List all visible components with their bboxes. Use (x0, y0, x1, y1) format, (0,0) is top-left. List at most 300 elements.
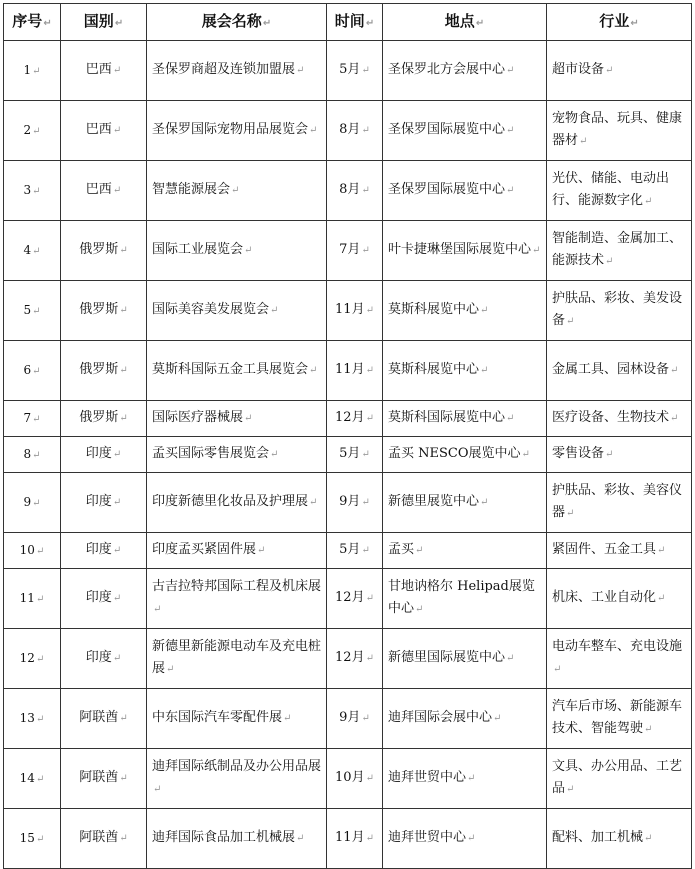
cell-country (61, 101, 147, 161)
cell-no-text: 5 (23, 302, 32, 317)
cell-industry (547, 473, 692, 533)
table-row (4, 809, 692, 869)
cell-no (4, 569, 61, 629)
cell-exhibition-name (147, 809, 327, 869)
cell-time-text: 11月 (335, 302, 365, 317)
cell-exhibition-name (147, 41, 327, 101)
return-mark-icon: ↵ (415, 545, 424, 556)
return-mark-icon: ↵ (605, 256, 614, 267)
return-mark-icon: ↵ (32, 185, 41, 197)
cell-no-text: 4 (23, 242, 32, 257)
return-mark-icon: ↵ (32, 449, 41, 461)
return-mark-icon: ↵ (112, 497, 122, 508)
cell-place-text: 新德里国际展览中心 (388, 650, 506, 665)
return-mark-icon: ↵ (566, 784, 575, 795)
cell-exhibition-name (147, 161, 327, 221)
return-mark-icon: ↵ (566, 508, 575, 519)
return-mark-icon: ↵ (112, 449, 122, 460)
return-mark-icon: ↵ (119, 413, 128, 424)
cell-place-text: 迪拜世贸中心 (388, 770, 467, 785)
table-row (4, 749, 692, 809)
cell-time (327, 809, 383, 869)
cell-country (61, 401, 147, 437)
cell-no (4, 629, 61, 689)
cell-country-text: 阿联酋 (79, 710, 119, 725)
cell-industry (547, 401, 692, 437)
table-row (4, 437, 692, 473)
cell-no (4, 473, 61, 533)
return-mark-icon: ↵ (43, 17, 52, 29)
cell-industry (547, 281, 692, 341)
cell-place (383, 281, 547, 341)
cell-country (61, 533, 147, 569)
cell-industry-text: 文具、办公用品、工艺品 (552, 759, 683, 796)
return-mark-icon: ↵ (112, 653, 122, 664)
cell-country (61, 689, 147, 749)
return-mark-icon: ↵ (365, 833, 374, 844)
cell-time-text: 5月 (339, 542, 361, 557)
cell-industry-text: 智能制造、金属加工、能源技术 (552, 231, 683, 268)
cell-country-text: 印度 (85, 650, 112, 665)
return-mark-icon: ↵ (309, 365, 318, 376)
cell-no (4, 689, 61, 749)
return-mark-icon: ↵ (35, 545, 45, 557)
cell-place (383, 749, 547, 809)
cell-exhibition-name-text: 新德里新能源电动车及充电桩展 (152, 639, 322, 676)
cell-industry-text: 护肤品、彩妆、美发设备 (552, 291, 683, 328)
return-mark-icon: ↵ (657, 593, 666, 604)
cell-country-text: 俄罗斯 (79, 362, 119, 377)
cell-industry-text: 宠物食品、玩具、健康器材 (552, 111, 683, 148)
cell-exhibition-name-text: 圣保罗国际宠物用品展览会 (152, 122, 309, 137)
cell-industry (547, 749, 692, 809)
cell-country-text: 印度 (85, 494, 112, 509)
cell-exhibition-name-text: 印度孟买紧固件展 (152, 542, 257, 557)
table-row (4, 281, 692, 341)
cell-time (327, 569, 383, 629)
cell-industry (547, 341, 692, 401)
return-mark-icon: ↵ (32, 365, 41, 377)
return-mark-icon: ↵ (32, 65, 41, 77)
return-mark-icon: ↵ (361, 497, 370, 508)
cell-time-text: 7月 (339, 242, 361, 257)
cell-place-text: 孟买 (388, 542, 415, 557)
cell-no (4, 221, 61, 281)
cell-country (61, 809, 147, 869)
return-mark-icon: ↵ (35, 713, 45, 725)
cell-place (383, 689, 547, 749)
cell-exhibition-name-text: 迪拜国际纸制品及办公用品展 (152, 759, 322, 774)
return-mark-icon: ↵ (361, 185, 370, 196)
cell-industry (547, 809, 692, 869)
return-mark-icon: ↵ (657, 545, 666, 556)
table-row (4, 161, 692, 221)
cell-exhibition-name-text: 国际工业展览会 (152, 242, 244, 257)
return-mark-icon: ↵ (112, 185, 122, 196)
table-row (4, 221, 692, 281)
cell-country (61, 749, 147, 809)
cell-country-text: 巴西 (85, 62, 112, 77)
return-mark-icon: ↵ (361, 65, 370, 76)
cell-exhibition-name (147, 401, 327, 437)
cell-exhibition-name (147, 221, 327, 281)
cell-industry-text: 超市设备 (552, 62, 605, 77)
return-mark-icon: ↵ (365, 17, 375, 29)
cell-no-text: 11 (19, 590, 35, 605)
cell-no (4, 161, 61, 221)
return-mark-icon: ↵ (309, 125, 318, 136)
return-mark-icon: ↵ (119, 305, 128, 316)
return-mark-icon: ↵ (480, 497, 489, 508)
return-mark-icon: ↵ (365, 593, 374, 604)
cell-industry-text: 零售设备 (552, 446, 605, 461)
return-mark-icon: ↵ (480, 305, 489, 316)
cell-time-text: 5月 (339, 62, 361, 77)
cell-time (327, 437, 383, 473)
return-mark-icon: ↵ (119, 713, 128, 724)
cell-time-text: 11月 (335, 830, 365, 845)
cell-industry-text: 光伏、储能、电动出行、能源数字化 (552, 171, 670, 208)
cell-place-text: 莫斯科国际展览中心 (388, 410, 506, 425)
return-mark-icon: ↵ (257, 545, 266, 556)
cell-place-text: 迪拜世贸中心 (388, 830, 467, 845)
cell-place (383, 809, 547, 869)
return-mark-icon: ↵ (361, 545, 370, 556)
table-body (4, 41, 692, 869)
cell-place (383, 101, 547, 161)
return-mark-icon: ↵ (270, 449, 279, 460)
return-mark-icon: ↵ (630, 17, 639, 29)
cell-industry-text: 汽车后市场、新能源车技术、智能驾驶 (552, 699, 683, 736)
cell-no (4, 533, 61, 569)
cell-country-text: 巴西 (85, 122, 112, 137)
cell-no-text: 13 (19, 710, 35, 725)
cell-no (4, 809, 61, 869)
cell-time (327, 161, 383, 221)
cell-exhibition-name-text: 国际医疗器械展 (152, 410, 244, 425)
cell-exhibition-name-text: 智慧能源展会 (152, 182, 231, 197)
return-mark-icon: ↵ (521, 449, 530, 460)
cell-exhibition-name (147, 281, 327, 341)
cell-country-text: 巴西 (85, 182, 112, 197)
cell-time-text: 5月 (339, 446, 361, 461)
cell-no (4, 281, 61, 341)
return-mark-icon: ↵ (32, 245, 41, 257)
header-country: 国别↵ (61, 4, 147, 41)
return-mark-icon: ↵ (244, 245, 253, 256)
cell-no (4, 437, 61, 473)
header-row (4, 4, 692, 41)
cell-country-text: 阿联酋 (79, 770, 119, 785)
return-mark-icon: ↵ (112, 125, 122, 136)
return-mark-icon: ↵ (119, 833, 128, 844)
cell-industry (547, 533, 692, 569)
return-mark-icon: ↵ (361, 125, 370, 136)
cell-industry-text: 机床、工业自动化 (552, 590, 657, 605)
return-mark-icon: ↵ (644, 833, 653, 844)
cell-country (61, 437, 147, 473)
table-row (4, 689, 692, 749)
cell-place (383, 161, 547, 221)
return-mark-icon: ↵ (296, 65, 305, 76)
cell-no-text: 8 (23, 446, 32, 461)
cell-exhibition-name-text: 圣保罗商超及连锁加盟展 (152, 62, 296, 77)
cell-time (327, 101, 383, 161)
cell-industry-text: 配料、加工机械 (552, 830, 644, 845)
return-mark-icon: ↵ (553, 664, 562, 675)
cell-no (4, 101, 61, 161)
return-mark-icon: ↵ (670, 413, 679, 424)
cell-industry-text: 医疗设备、生物技术 (552, 410, 670, 425)
cell-no-text: 15 (19, 830, 35, 845)
return-mark-icon: ↵ (35, 593, 45, 605)
table-row (4, 401, 692, 437)
cell-no (4, 749, 61, 809)
return-mark-icon: ↵ (231, 185, 240, 196)
cell-industry (547, 101, 692, 161)
return-mark-icon: ↵ (493, 713, 502, 724)
cell-place (383, 473, 547, 533)
cell-exhibition-name (147, 101, 327, 161)
return-mark-icon: ↵ (35, 773, 45, 785)
return-mark-icon: ↵ (119, 365, 128, 376)
cell-time (327, 41, 383, 101)
return-mark-icon: ↵ (506, 125, 515, 136)
cell-time-text: 10月 (335, 770, 365, 785)
cell-time (327, 221, 383, 281)
cell-time-text: 8月 (339, 122, 361, 137)
cell-time (327, 473, 383, 533)
table-row (4, 629, 692, 689)
cell-no-text: 9 (23, 494, 32, 509)
cell-no-text: 3 (23, 182, 32, 197)
return-mark-icon: ↵ (296, 833, 305, 844)
cell-no-text: 12 (19, 650, 35, 665)
cell-exhibition-name-text: 中东国际汽车零配件展 (152, 710, 283, 725)
table-row (4, 569, 692, 629)
return-mark-icon: ↵ (605, 449, 614, 460)
return-mark-icon: ↵ (153, 604, 162, 615)
return-mark-icon: ↵ (119, 773, 128, 784)
cell-no-text: 6 (23, 362, 32, 377)
cell-place-text: 莫斯科展览中心 (388, 302, 480, 317)
cell-country-text: 印度 (85, 590, 112, 605)
return-mark-icon: ↵ (365, 413, 374, 424)
return-mark-icon: ↵ (670, 365, 679, 376)
cell-country (61, 569, 147, 629)
cell-exhibition-name (147, 341, 327, 401)
cell-industry (547, 161, 692, 221)
return-mark-icon: ↵ (119, 245, 128, 256)
cell-time-text: 12月 (335, 590, 365, 605)
cell-time-text: 8月 (339, 182, 361, 197)
cell-exhibition-name-text: 国际美容美发展览会 (152, 302, 270, 317)
cell-exhibition-name (147, 569, 327, 629)
cell-time-text: 11月 (335, 362, 365, 377)
cell-place (383, 437, 547, 473)
cell-industry (547, 41, 692, 101)
cell-place-text: 圣保罗国际展览中心 (388, 182, 506, 197)
return-mark-icon: ↵ (415, 604, 424, 615)
cell-place (383, 533, 547, 569)
cell-no (4, 41, 61, 101)
cell-place (383, 341, 547, 401)
cell-country (61, 161, 147, 221)
cell-industry-text: 金属工具、园林设备 (552, 362, 670, 377)
cell-no-text: 1 (23, 62, 32, 77)
return-mark-icon: ↵ (532, 245, 541, 256)
return-mark-icon: ↵ (361, 245, 370, 256)
cell-exhibition-name-text: 莫斯科国际五金工具展览会 (152, 362, 309, 377)
return-mark-icon: ↵ (166, 664, 175, 675)
cell-place (383, 41, 547, 101)
cell-place-text: 孟买 NESCO展览中心 (388, 446, 521, 461)
return-mark-icon: ↵ (506, 65, 515, 76)
cell-country-text: 俄罗斯 (79, 302, 119, 317)
cell-exhibition-name (147, 437, 327, 473)
return-mark-icon: ↵ (605, 65, 614, 76)
return-mark-icon: ↵ (112, 65, 122, 76)
cell-country-text: 俄罗斯 (79, 242, 119, 257)
return-mark-icon: ↵ (244, 413, 253, 424)
cell-time (327, 281, 383, 341)
cell-country (61, 41, 147, 101)
cell-place (383, 569, 547, 629)
return-mark-icon: ↵ (475, 17, 485, 29)
return-mark-icon: ↵ (153, 784, 162, 795)
return-mark-icon: ↵ (283, 713, 292, 724)
cell-no-text: 7 (23, 410, 32, 425)
header-name: 展会名称↵ (147, 4, 327, 41)
header-place: 地点↵ (383, 4, 547, 41)
table-row (4, 101, 692, 161)
cell-time (327, 341, 383, 401)
cell-place (383, 221, 547, 281)
return-mark-icon: ↵ (566, 316, 575, 327)
exhibition-table (3, 3, 692, 869)
cell-country-text: 阿联酋 (79, 830, 119, 845)
table-row (4, 533, 692, 569)
cell-exhibition-name-text: 古吉拉特邦国际工程及机床展 (152, 579, 322, 594)
cell-industry (547, 221, 692, 281)
cell-place-text: 叶卡捷琳堡国际展览中心 (388, 242, 532, 257)
return-mark-icon: ↵ (365, 305, 374, 316)
cell-exhibition-name (147, 629, 327, 689)
cell-industry (547, 629, 692, 689)
cell-country (61, 281, 147, 341)
cell-time (327, 689, 383, 749)
cell-country-text: 俄罗斯 (79, 410, 119, 425)
header-time: 时间↵ (327, 4, 383, 41)
cell-exhibition-name-text: 迪拜国际食品加工机械展 (152, 830, 296, 845)
cell-no (4, 341, 61, 401)
return-mark-icon: ↵ (506, 413, 515, 424)
cell-country-text: 印度 (85, 446, 112, 461)
cell-exhibition-name (147, 473, 327, 533)
return-mark-icon: ↵ (480, 365, 489, 376)
cell-exhibition-name (147, 689, 327, 749)
cell-time-text: 9月 (339, 710, 361, 725)
cell-time (327, 401, 383, 437)
cell-place (383, 401, 547, 437)
table-row (4, 341, 692, 401)
cell-place-text: 甘地讷格尔 Helipad展览中心 (388, 579, 535, 616)
return-mark-icon: ↵ (506, 185, 515, 196)
cell-time-text: 12月 (335, 650, 365, 665)
cell-place-text: 新德里展览中心 (388, 494, 480, 509)
cell-no (4, 401, 61, 437)
return-mark-icon: ↵ (32, 125, 41, 137)
cell-no-text: 2 (23, 122, 32, 137)
return-mark-icon: ↵ (365, 365, 374, 376)
cell-industry (547, 689, 692, 749)
cell-country (61, 221, 147, 281)
cell-time (327, 629, 383, 689)
return-mark-icon: ↵ (114, 17, 124, 29)
cell-exhibition-name (147, 533, 327, 569)
table-row (4, 41, 692, 101)
return-mark-icon: ↵ (32, 497, 41, 509)
return-mark-icon: ↵ (361, 449, 370, 460)
return-mark-icon: ↵ (644, 196, 653, 207)
cell-time-text: 9月 (339, 494, 361, 509)
return-mark-icon: ↵ (112, 545, 122, 556)
cell-country (61, 341, 147, 401)
cell-place (383, 629, 547, 689)
cell-country (61, 473, 147, 533)
return-mark-icon: ↵ (35, 653, 45, 665)
cell-industry-text: 紧固件、五金工具 (552, 542, 657, 557)
return-mark-icon: ↵ (32, 413, 41, 425)
cell-exhibition-name-text: 孟买国际零售展览会 (152, 446, 270, 461)
cell-time-text: 12月 (335, 410, 365, 425)
cell-time (327, 533, 383, 569)
cell-place-text: 圣保罗北方会展中心 (388, 62, 506, 77)
return-mark-icon: ↵ (262, 17, 272, 29)
cell-industry-text: 护肤品、彩妆、美容仪器 (552, 483, 683, 520)
return-mark-icon: ↵ (467, 773, 476, 784)
cell-time (327, 749, 383, 809)
return-mark-icon: ↵ (270, 305, 279, 316)
header-no: 序号↵ (4, 4, 61, 41)
cell-place-text: 莫斯科展览中心 (388, 362, 480, 377)
cell-country (61, 629, 147, 689)
cell-exhibition-name (147, 749, 327, 809)
return-mark-icon: ↵ (361, 713, 370, 724)
cell-industry (547, 437, 692, 473)
return-mark-icon: ↵ (309, 497, 318, 508)
cell-place-text: 圣保罗国际展览中心 (388, 122, 506, 137)
return-mark-icon: ↵ (365, 773, 374, 784)
return-mark-icon: ↵ (644, 724, 653, 735)
cell-country-text: 印度 (85, 542, 112, 557)
cell-no-text: 10 (19, 542, 35, 557)
return-mark-icon: ↵ (467, 833, 476, 844)
return-mark-icon: ↵ (506, 653, 515, 664)
cell-industry-text: 电动车整车、充电设施 (552, 639, 683, 654)
cell-industry (547, 569, 692, 629)
return-mark-icon: ↵ (365, 653, 374, 664)
return-mark-icon: ↵ (579, 136, 588, 147)
cell-exhibition-name-text: 印度新德里化妆品及护理展 (152, 494, 309, 509)
cell-place-text: 迪拜国际会展中心 (388, 710, 493, 725)
header-industry: 行业↵ (547, 4, 692, 41)
cell-no-text: 14 (19, 770, 35, 785)
table-row (4, 473, 692, 533)
return-mark-icon: ↵ (112, 593, 122, 604)
return-mark-icon: ↵ (35, 833, 45, 845)
return-mark-icon: ↵ (32, 305, 41, 317)
